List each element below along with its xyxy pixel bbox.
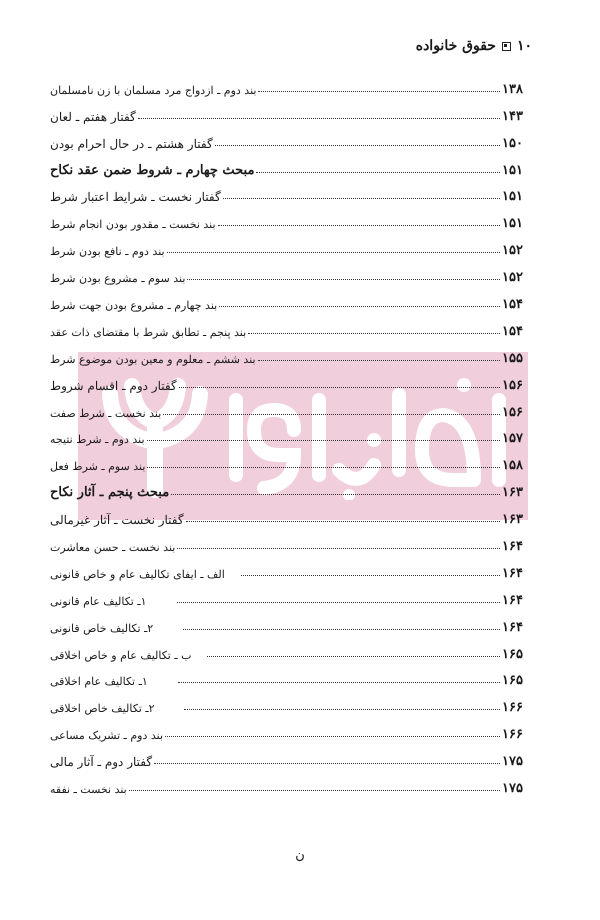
toc-entry	[48, 258, 534, 285]
toc-entry-page: ۱۷۵	[502, 781, 523, 797]
toc-entry-title: گفتار هشتم ـ در حال احرام بودن	[50, 136, 213, 151]
toc-entry-title: بند پنجم ـ تطابق شرط با مقتضای ذات عقد	[50, 325, 247, 339]
toc-entry	[48, 769, 534, 796]
toc-entry-page: ۱۶۶	[502, 700, 523, 716]
toc-entry	[48, 285, 534, 312]
toc-entry	[48, 393, 534, 420]
square-bullet-icon	[502, 42, 511, 51]
toc-leader-dots	[147, 440, 500, 441]
toc-entry-title: ب ـ تکالیف عام و خاص اخلاقی	[50, 648, 192, 662]
toc-entry-page: ۱۶۴	[502, 565, 523, 581]
toc-entry	[48, 420, 534, 447]
toc-entry-title: بند چهارم ـ مشروع بودن جهت شرط	[50, 299, 218, 313]
toc-leader-dots	[207, 656, 500, 657]
toc-entry-page: ۱۷۵	[502, 754, 523, 770]
toc-leader-dots	[241, 575, 500, 576]
toc-entry	[48, 608, 534, 635]
toc-leader-dots	[165, 736, 500, 737]
toc-entry-title: ۲ـ تکالیف خاص قانونی	[50, 621, 154, 635]
toc-entry-title: بند ششم ـ معلوم و معین بودن موضوع شرط	[50, 352, 256, 366]
header-page-number: ۱۰	[516, 38, 532, 54]
toc-entry-page: ۱۵۵	[502, 350, 523, 366]
toc-entry	[48, 500, 534, 527]
toc-leader-dots	[258, 91, 500, 92]
toc-entry-page: ۱۶۳	[502, 485, 523, 501]
book-title: حقوق خانواده	[415, 38, 496, 54]
toc-leader-dots	[223, 198, 500, 199]
toc-entry-title: ۲ـ تکالیف خاص اخلاقی	[50, 702, 155, 716]
toc-entry	[48, 151, 534, 178]
toc-entry-page: ۱۵۲	[502, 243, 523, 259]
toc-entry-page: ۱۵۴	[502, 323, 523, 339]
toc-entry	[48, 581, 534, 608]
toc-leader-dots	[218, 225, 500, 226]
toc-entry-page: ۱۶۳	[502, 512, 523, 528]
toc-entry-page: ۱۵۰	[502, 135, 523, 151]
toc-entry-page: ۱۵۸	[502, 458, 523, 474]
toc-entry-title: بند سوم ـ شرط فعل	[50, 460, 146, 474]
toc-entry	[48, 312, 534, 339]
toc-leader-dots	[129, 790, 500, 791]
toc-entry-title: بند نخست ـ شرط صفت	[50, 406, 162, 420]
toc-entry	[48, 178, 534, 205]
toc-entry-title: گفتار دوم ـ اقسام شروط	[50, 378, 177, 393]
toc-entry-title: مبحث چهارم ـ شروط ضمن عقد نکاح	[50, 162, 255, 178]
toc-leader-dots	[184, 709, 500, 710]
toc-leader-dots	[163, 414, 500, 415]
toc-entry	[48, 70, 534, 97]
toc-leader-dots	[248, 333, 500, 334]
toc-leader-dots	[186, 521, 500, 522]
toc-leader-dots	[215, 145, 500, 146]
toc-leader-dots	[167, 252, 500, 253]
toc-leader-dots	[171, 494, 500, 495]
toc-entry-page: ۱۶۵	[502, 673, 523, 689]
toc-entry-title: بند دوم ـ شرط نتیجه	[50, 433, 145, 447]
toc-entry-title: مبحث پنجم ـ آثار نکاح	[50, 485, 170, 501]
toc-leader-dots	[256, 172, 500, 173]
toc-entry-page: ۱۶۶	[502, 727, 523, 743]
toc-entry-title: گفتار نخست ـ شرایط اعتبار شرط	[50, 190, 221, 205]
toc-leader-dots	[154, 763, 500, 764]
toc-leader-dots	[138, 118, 500, 119]
toc-entry-title: گفتار دوم ـ آثار مالی	[50, 755, 153, 770]
toc-leader-dots	[258, 360, 500, 361]
toc-leader-dots	[179, 387, 500, 388]
toc-entry-page: ۱۵۲	[502, 270, 523, 286]
toc-entry-page: ۱۵۴	[502, 297, 523, 313]
toc-entry	[48, 688, 534, 715]
toc-entry	[48, 366, 534, 393]
toc-entry-title: بند سوم ـ مشروع بودن شرط	[50, 272, 186, 286]
toc-entry	[48, 446, 534, 473]
toc-entry-title: ۱ـ تکالیف عام اخلاقی	[50, 675, 148, 689]
toc-entry-page: ۱۵۶	[502, 404, 523, 420]
toc-entry	[48, 97, 534, 124]
toc-entry	[48, 339, 534, 366]
toc-leader-dots	[177, 602, 501, 603]
toc-entry-page: ۱۶۴	[502, 619, 523, 635]
toc-entry-page: ۱۵۱	[502, 162, 523, 178]
toc-entry-title: بند نخست ـ حسن معاشرت	[50, 541, 176, 555]
toc-entry-title: ۱ـ تکالیف عام قانونی	[50, 594, 147, 608]
toc-leader-dots	[187, 279, 500, 280]
toc-entry-page: ۱۵۱	[502, 189, 523, 205]
toc-leader-dots	[147, 467, 500, 468]
toc-entry	[48, 124, 534, 151]
toc-entry-title: بند نخست ـ مقدور بودن انجام شرط	[50, 218, 216, 232]
toc-entry-title: الف ـ ایفای تکالیف عام و خاص قانونی	[50, 567, 225, 581]
toc-entry-page: ۱۳۸	[502, 81, 523, 97]
toc-entry	[48, 231, 534, 258]
toc-entry	[48, 715, 534, 742]
page-footer-marker: ن	[295, 848, 305, 863]
toc-leader-dots	[177, 548, 500, 549]
toc-entry-title: گفتار هفتم ـ لعان	[50, 109, 136, 124]
toc-entry-page: ۱۵۷	[502, 431, 523, 447]
toc-entry	[48, 554, 534, 581]
toc-entry	[48, 204, 534, 231]
toc-entry-page: ۱۵۱	[502, 216, 523, 232]
toc-entry-title: بند نخست ـ نفقه	[50, 783, 127, 797]
toc-entry-page: ۱۴۳	[502, 108, 523, 124]
toc-entry-page: ۱۶۴	[502, 592, 523, 608]
toc-leader-dots	[183, 629, 500, 630]
toc-entry-title: گفتار نخست ـ آثار غیرمالی	[50, 513, 184, 528]
toc-leader-dots	[178, 682, 500, 683]
running-header	[416, 38, 532, 54]
toc-entry-page: ۱۶۵	[502, 646, 523, 662]
toc-entry	[48, 527, 534, 554]
toc-entry	[48, 635, 534, 662]
toc-entry-title: بند دوم ـ ازدواج مرد مسلمان با زن نامسلمان	[50, 83, 257, 97]
toc-entry-page: ۱۵۶	[502, 377, 523, 393]
toc-entry	[48, 742, 534, 769]
toc-entry-title: بند دوم ـ نافع بودن شرط	[50, 245, 165, 259]
toc-entry-page: ۱۶۴	[502, 539, 523, 555]
toc-leader-dots	[219, 306, 500, 307]
toc-entry	[48, 473, 534, 500]
toc-entry-title: بند دوم ـ تشریک مساعی	[50, 729, 164, 743]
toc-entry	[48, 662, 534, 689]
table-of-contents	[48, 70, 534, 796]
